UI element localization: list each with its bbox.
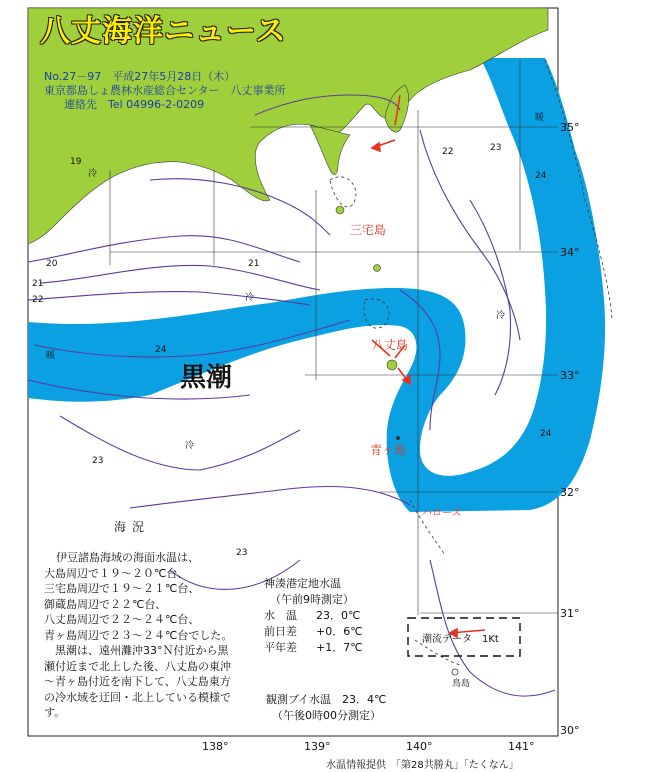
- report-line: 三宅島周辺で１９～２１℃台、: [44, 582, 200, 595]
- harbor-row: 水 温 23．0℃: [264, 609, 361, 622]
- island-mikura-shape: [374, 265, 381, 272]
- region-cold: 冷: [185, 441, 195, 451]
- region-cold: 冷: [88, 169, 98, 179]
- lon-tick-141: 141°: [508, 740, 535, 753]
- region-warm: 暖: [46, 351, 56, 361]
- report-line: 黒潮は、遠州灘沖33°Ｎ付近から黒: [44, 644, 229, 657]
- label-aogashima: 青ヶ島: [370, 443, 407, 457]
- harbor-row: 前日差 +0．6℃: [264, 625, 363, 638]
- report-line: の冷水域を迂回・北上している模様で: [44, 690, 231, 704]
- kuroshio-label: 黒潮: [180, 363, 233, 393]
- report-line: 瀬付近まで北上した後、八丈島の東沖: [44, 659, 231, 673]
- contour-label: 21: [248, 259, 260, 269]
- report-line: 御蔵島周辺で２２℃台、: [44, 597, 167, 611]
- region-cold: 冷: [496, 311, 506, 321]
- lat-tick-33: 33°: [560, 369, 580, 382]
- harbor-title: 神湊港定地水温: [264, 577, 341, 590]
- legend-label: 潮流データ: [422, 634, 472, 645]
- buoy-box: [266, 692, 386, 724]
- report-line: す。: [44, 706, 66, 719]
- label-hachijo: 八丈島: [372, 338, 409, 352]
- issue-line: No.27－97 平成27年5月28日（木）: [44, 70, 236, 83]
- contour-label: 24: [535, 171, 547, 181]
- contour-label: 24: [155, 345, 167, 355]
- label-tori: 鳥島: [452, 679, 471, 689]
- harbor-time: （午前9時測定）: [270, 593, 354, 606]
- report-line: 大島周辺で１９～２０℃台、: [44, 566, 189, 580]
- island-miyake-shape: [336, 206, 344, 214]
- contour-label: 20: [46, 259, 58, 269]
- harbor-row: 平年差 +1．7℃: [264, 641, 363, 654]
- buoy-label: 観測ブイ水温 23．4℃: [266, 693, 387, 706]
- harbor-temp-box: [264, 576, 363, 656]
- report-body: [44, 550, 272, 721]
- report-line: 伊豆諸島海域の海面水温は、: [56, 551, 199, 564]
- contact-line: 連絡先 Tel 04996-2-0209: [64, 98, 205, 111]
- page-title: 八丈海洋ニュース: [40, 14, 287, 49]
- buoy-time: （午後0時00分測定）: [272, 709, 381, 722]
- report-line: ～青ヶ島付近を南下して、八丈島東方: [44, 675, 231, 688]
- contour-label: 21: [32, 279, 44, 289]
- contour-label: 23: [92, 456, 104, 466]
- island-hachijo-shape: [387, 360, 397, 370]
- legend-speed: 1Kt: [482, 634, 499, 645]
- label-hallows: ハロース: [422, 508, 462, 519]
- contour-label: 23: [236, 548, 248, 558]
- contour-label: 24: [540, 429, 552, 439]
- contour-label: 22: [442, 147, 454, 157]
- lat-tick-31: 31°: [560, 607, 580, 620]
- region-cold: 冷: [245, 293, 255, 303]
- lat-tick-32: 32°: [560, 486, 580, 499]
- label-miyake: 三宅島: [350, 223, 387, 237]
- lon-tick-139: 139°: [304, 740, 331, 753]
- report-heading: 海況: [114, 520, 151, 534]
- data-credit: 水温情報提供 「第28共勝丸」「たくなん」: [326, 760, 519, 771]
- lat-tick-34: 34°: [560, 246, 580, 259]
- lat-tick-35: 35°: [560, 121, 580, 134]
- contour-label: 22: [32, 295, 44, 305]
- contour-label: 23: [490, 143, 502, 153]
- contour-label: 19: [70, 157, 82, 167]
- org-line: 東京都島しょ農林水産総合センター 八丈事業所: [44, 84, 286, 97]
- lat-tick-30: 30°: [560, 724, 580, 737]
- lon-tick-140: 140°: [406, 740, 433, 753]
- lon-tick-138: 138°: [202, 740, 229, 753]
- report-line: 八丈島周辺で２２～２４℃台、: [44, 613, 200, 626]
- region-warm: 暖: [535, 113, 545, 123]
- report-line: 青ヶ島周辺で２３～２４℃台でした。: [44, 628, 233, 642]
- island-aogashima-shape: [396, 436, 400, 440]
- header-info: [44, 70, 286, 112]
